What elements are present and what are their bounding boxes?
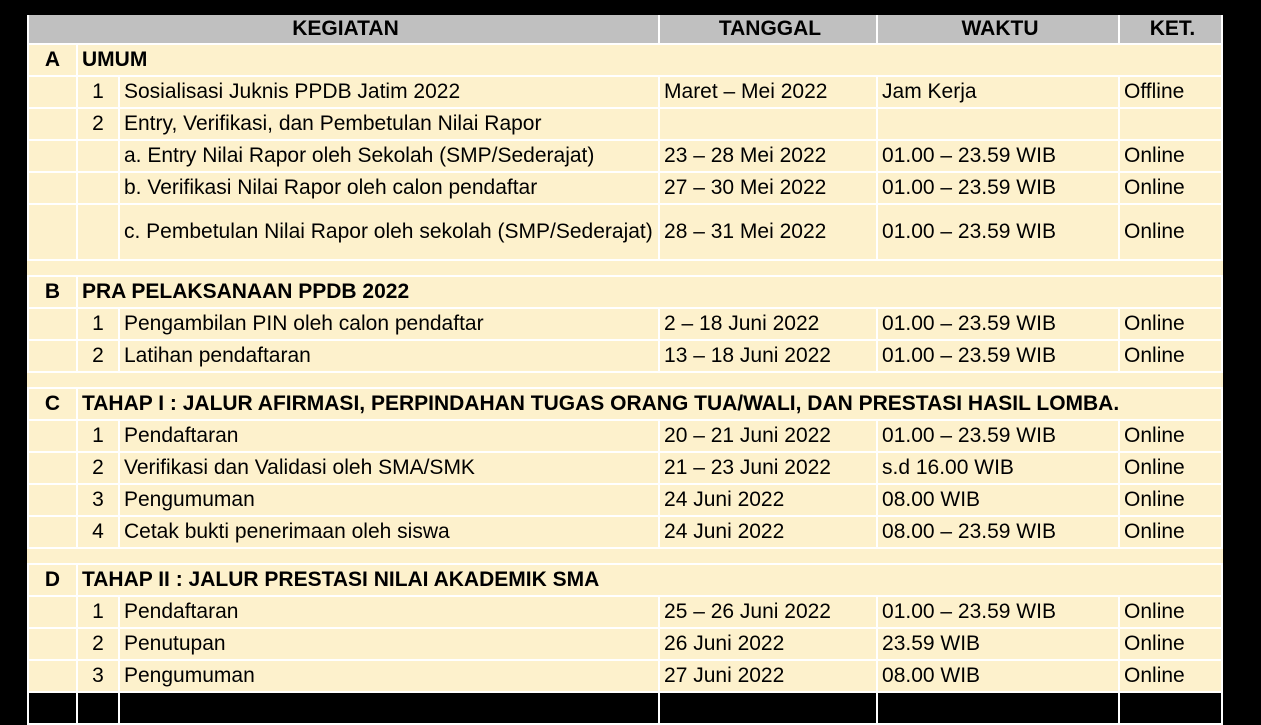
row-kegiatan: Penutupan: [119, 628, 659, 660]
row-ket: Online: [1119, 172, 1222, 204]
row-number: 1: [77, 596, 119, 628]
spacer-row: [28, 372, 1222, 388]
table-row: [28, 204, 1222, 260]
row-waktu: 08.00 – 23.59 WIB: [877, 516, 1119, 548]
row-number: 2: [77, 108, 119, 140]
row-tanggal: 23 – 28 Mei 2022: [659, 140, 877, 172]
table-row: [28, 596, 1222, 628]
section-letter: A: [28, 44, 77, 76]
row-ket: Online: [1119, 420, 1222, 452]
row-waktu: Jam Kerja: [877, 76, 1119, 108]
row-waktu: 23.59 WIB: [877, 628, 1119, 660]
row-number: 3: [77, 484, 119, 516]
row-tanggal: [659, 108, 877, 140]
row-ket: Online: [1119, 660, 1222, 692]
section-title: UMUM: [77, 44, 1222, 76]
section-row-a: [28, 44, 1222, 76]
row-waktu: 08.00 WIB: [877, 484, 1119, 516]
row-waktu: s.d 16.00 WIB: [877, 452, 1119, 484]
table-row: [28, 660, 1222, 692]
header-row: [28, 15, 1222, 44]
row-number: 1: [77, 420, 119, 452]
row-ket: Online: [1119, 340, 1222, 372]
row-kegiatan: Pengambilan PIN oleh calon pendaftar: [119, 308, 659, 340]
row-kegiatan: Pengumuman: [119, 660, 659, 692]
row-number: 4: [77, 692, 119, 724]
row-number: 1: [77, 76, 119, 108]
row-tanggal: 27 – 30 Mei 2022: [659, 172, 877, 204]
row-number: 3: [77, 660, 119, 692]
row-number: [77, 204, 119, 260]
spacer-row: [28, 548, 1222, 564]
row-waktu: 01.00 – 23.59 WIB: [877, 204, 1119, 260]
row-kegiatan: Sosialisasi Juknis PPDB Jatim 2022: [119, 76, 659, 108]
section-title: PRA PELAKSANAAN PPDB 2022: [77, 276, 1222, 308]
row-number: [77, 172, 119, 204]
row-waktu: 08.00 WIB: [877, 660, 1119, 692]
table-row: [28, 308, 1222, 340]
header-kegiatan: KEGIATAN: [28, 15, 659, 44]
row-waktu: 01.00 – 23.59 WIB: [877, 308, 1119, 340]
section-title: TAHAP I : JALUR AFIRMASI, PERPINDAHAN TUGAS ORANG TUA/WALI, DAN PRESTASI HASIL LOMBA.: [77, 388, 1222, 420]
row-kegiatan: Entry, Verifikasi, dan Pembetulan Nilai Rapor: [119, 108, 659, 140]
row-kegiatan: Cetak bukti penerimaan oleh siswa: [119, 516, 659, 548]
schedule-sheet: [27, 15, 1221, 719]
table-row: [28, 516, 1222, 548]
row-number: 2: [77, 452, 119, 484]
row-tanggal: 13 – 18 Juni 2022: [659, 340, 877, 372]
table-row: [28, 452, 1222, 484]
table-row: [28, 420, 1222, 452]
row-tanggal: 27 Juni 2022: [659, 660, 877, 692]
header-ket: KET.: [1119, 15, 1222, 44]
row-ket: Offline: [1119, 76, 1222, 108]
row-number: 4: [77, 516, 119, 548]
section-letter: B: [28, 276, 77, 308]
row-ket: Online: [1119, 628, 1222, 660]
row-ket: Online: [1119, 140, 1222, 172]
row-tanggal: 27 Juni 2022: [659, 692, 877, 724]
row-kegiatan: Latihan pendaftaran: [119, 340, 659, 372]
row-ket: Online: [1119, 692, 1222, 724]
header-tanggal: TANGGAL: [659, 15, 877, 44]
row-ket: Online: [1119, 308, 1222, 340]
row-tanggal: 21 – 23 Juni 2022: [659, 452, 877, 484]
row-ket: Online: [1119, 204, 1222, 260]
row-tanggal: 24 Juni 2022: [659, 516, 877, 548]
row-tanggal: 28 – 31 Mei 2022: [659, 204, 877, 260]
row-number: 2: [77, 340, 119, 372]
table-row: [28, 340, 1222, 372]
row-kegiatan: Pendaftaran: [119, 596, 659, 628]
table-row: [28, 628, 1222, 660]
section-row-d: [28, 564, 1222, 596]
table-row: [28, 172, 1222, 204]
row-waktu: 01.00 – 23.59 WIB: [877, 420, 1119, 452]
row-waktu: 01.00 – 23.59 WIB: [877, 340, 1119, 372]
schedule-table: [27, 15, 1223, 725]
row-ket: Online: [1119, 596, 1222, 628]
row-number: 1: [77, 308, 119, 340]
table-row: [28, 76, 1222, 108]
row-waktu: 08.00 – 23.59 WIB: [877, 692, 1119, 724]
row-waktu: [877, 108, 1119, 140]
row-kegiatan: c. Pembetulan Nilai Rapor oleh sekolah (SMP/Sederajat): [119, 204, 659, 260]
section-letter: D: [28, 564, 77, 596]
row-tanggal: 24 Juni 2022: [659, 484, 877, 516]
row-tanggal: 25 – 26 Juni 2022: [659, 596, 877, 628]
row-kegiatan: Cetak bukti penerimaan oleh siswa: [119, 692, 659, 724]
row-kegiatan: Pengumuman: [119, 484, 659, 516]
row-waktu: 01.00 – 23.59 WIB: [877, 172, 1119, 204]
row-ket: Online: [1119, 484, 1222, 516]
row-number: 2: [77, 628, 119, 660]
row-kegiatan: Verifikasi dan Validasi oleh SMA/SMK: [119, 452, 659, 484]
table-row: [28, 692, 1222, 724]
row-number: [77, 140, 119, 172]
row-tanggal: 20 – 21 Juni 2022: [659, 420, 877, 452]
row-ket: [1119, 108, 1222, 140]
row-tanggal: 2 – 18 Juni 2022: [659, 308, 877, 340]
header-waktu: WAKTU: [877, 15, 1119, 44]
section-row-c: [28, 388, 1222, 420]
section-title: TAHAP II : JALUR PRESTASI NILAI AKADEMIK SMA: [77, 564, 1222, 596]
section-row-b: [28, 276, 1222, 308]
row-kegiatan: Pendaftaran: [119, 420, 659, 452]
row-waktu: 01.00 – 23.59 WIB: [877, 140, 1119, 172]
section-letter: C: [28, 388, 77, 420]
row-tanggal: Maret – Mei 2022: [659, 76, 877, 108]
row-ket: Online: [1119, 452, 1222, 484]
row-waktu: 01.00 – 23.59 WIB: [877, 596, 1119, 628]
row-tanggal: 26 Juni 2022: [659, 628, 877, 660]
row-ket: Online: [1119, 516, 1222, 548]
table-row: [28, 484, 1222, 516]
table-row: [28, 140, 1222, 172]
row-kegiatan: b. Verifikasi Nilai Rapor oleh calon pendaftar: [119, 172, 659, 204]
table-row: [28, 108, 1222, 140]
spacer-row: [28, 260, 1222, 276]
row-kegiatan: a. Entry Nilai Rapor oleh Sekolah (SMP/Sederajat): [119, 140, 659, 172]
